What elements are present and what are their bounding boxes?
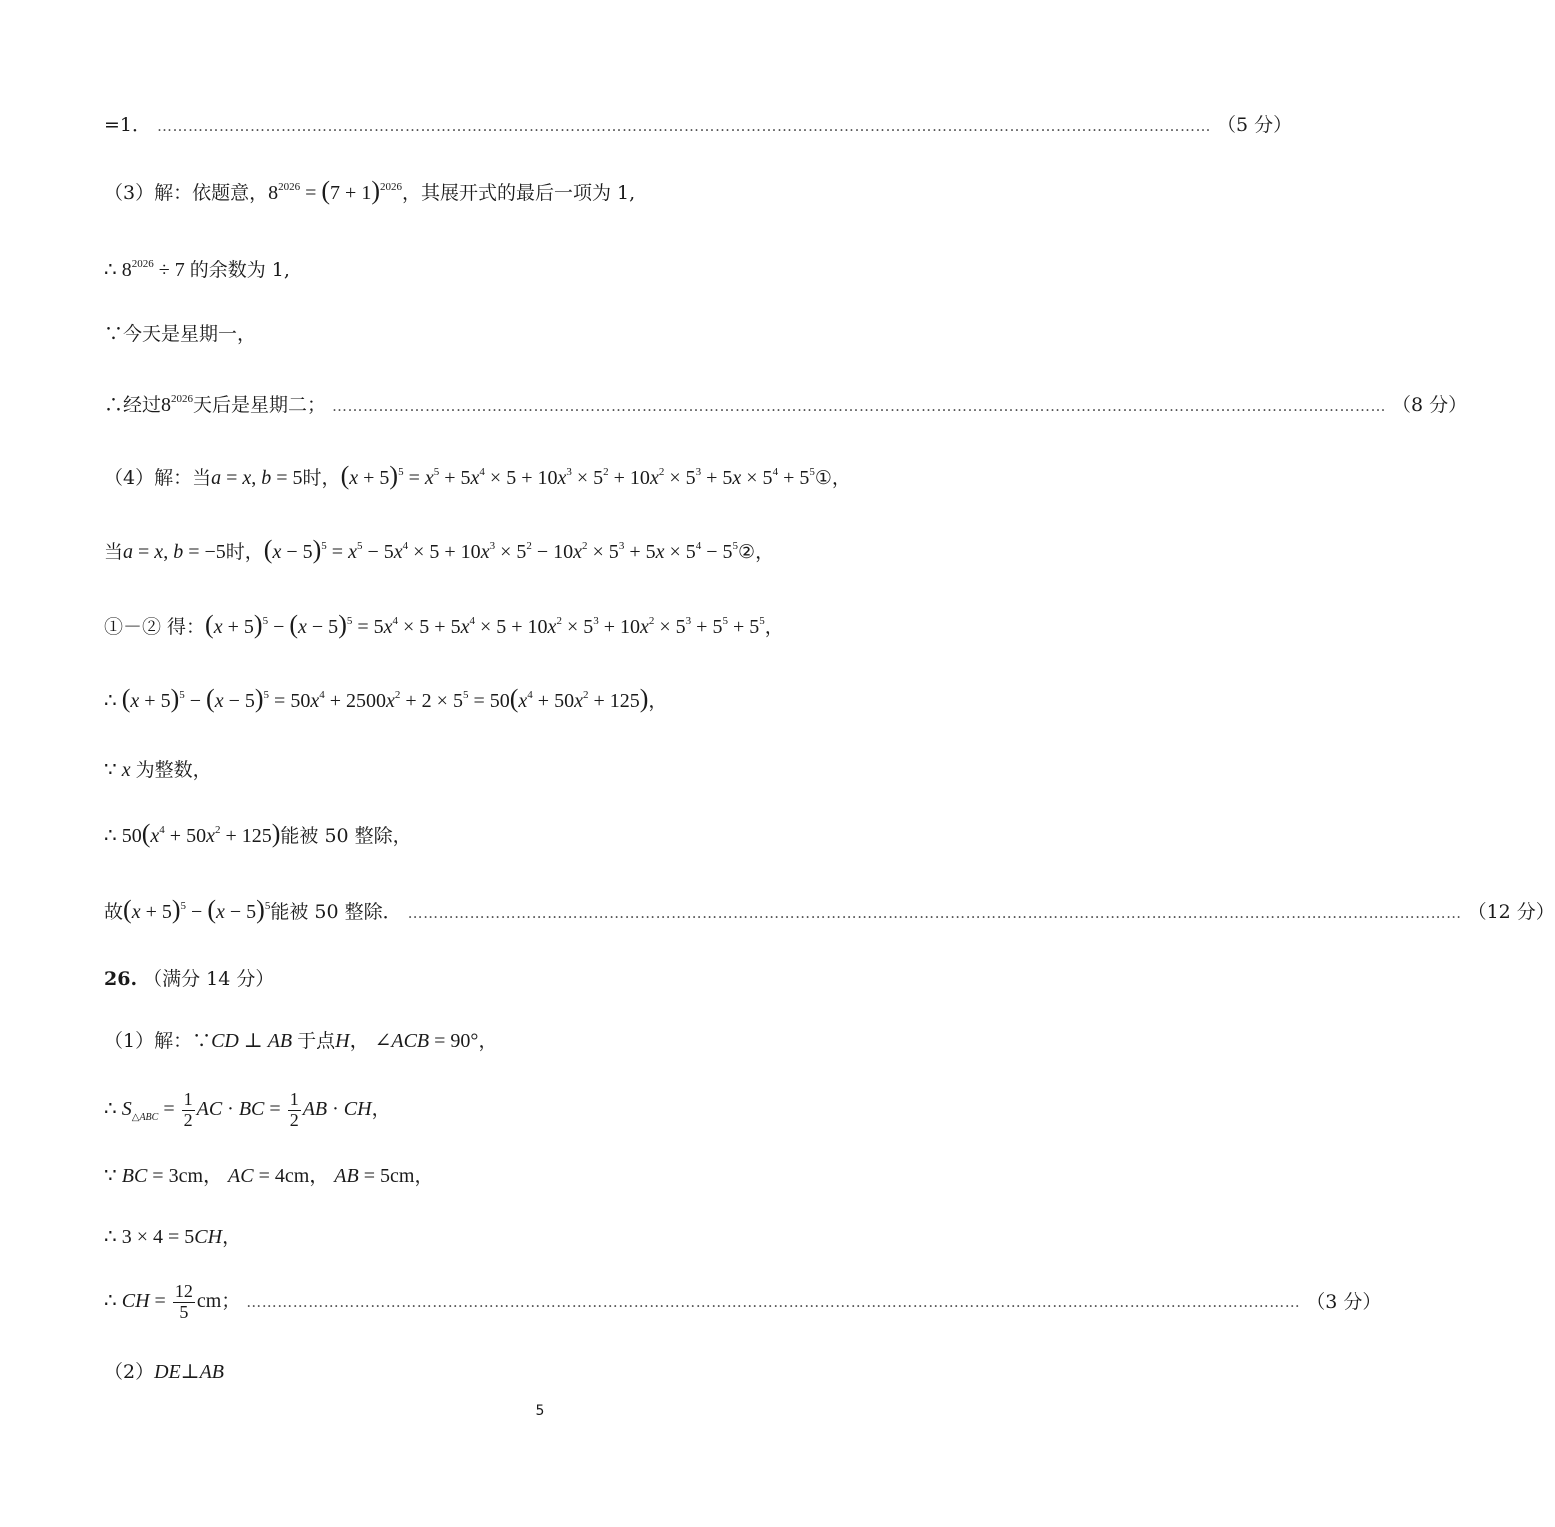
- weekday-suffix: 天后是星期二；: [193, 394, 327, 416]
- math-50-factor: ∴ $50(x^4 + 50x^2 + 125)$: [104, 819, 281, 848]
- score-5: （5 分）: [1217, 114, 1293, 136]
- dot-leader: ……………………………………………………………………………………………………………………………………………………………………………………: [246, 1292, 1301, 1311]
- math-expansion-minus: $(x - 5)^5 = x^5 - 5x^4 \times 5 + 10x^3 \times 5^2 - 10x^2 \times 5^3 + 5x \times 5^4 - 5^5$: [263, 535, 739, 564]
- math-ab-values-1: a = x, b = 5: [211, 467, 303, 489]
- line-result-1: [104, 114, 1293, 136]
- weekday-text: [104, 395, 326, 415]
- math-3x4-eq: ∴ 3 × 4 = 5CH: [104, 1226, 223, 1248]
- x-integer-text: 为整数，: [135, 759, 212, 781]
- math-side-lengths: ∵ BC = 3cm， AC = 4cm， AB = 5cm: [104, 1165, 415, 1187]
- conclusion-suffix: 能被 50 整除．: [270, 901, 402, 923]
- case2-prefix: 当: [104, 541, 124, 563]
- equation-end: ，: [222, 1226, 242, 1248]
- line-conclusion: [104, 895, 1555, 924]
- part3-suffix: ，其展开式的最后一项为 1,: [402, 182, 636, 204]
- ch-end: ；: [221, 1289, 241, 1312]
- simplify-end: ，: [648, 690, 668, 712]
- page-number: 5: [535, 1403, 545, 1419]
- math-simplified: ∴ $(x + 5)^5 - (x - 5)^5 = 50x^4 + 2500x^2 + 2 \times 5^5 = 50(x^4 + 50x^2 + 125)$: [104, 684, 649, 713]
- line-simplify: [104, 684, 668, 713]
- line-part2: [104, 1362, 224, 1382]
- math-expansion-plus: $(x + 5)^5 = x^5 + 5x^4 \times 5 + 10x^3 \times 5^2 + 10x^2 \times 5^3 + 5x \times 5^4 + 5^5$: [340, 461, 815, 490]
- line-q26-header: [104, 970, 274, 989]
- today-text: ∵今天是星期一，: [104, 323, 257, 345]
- math-difference: $(x + 5)^5 - (x - 5)^5 = 5x^4 \times 5 + 5x^4 \times 5 + 10x^2 \times 5^3 + 10x^2 \times 5^3 + 5^5 + 5^5$: [205, 610, 765, 639]
- conclusion-text: [104, 895, 402, 924]
- line-part4-expansion-2: [104, 535, 775, 564]
- question-number: 26.: [104, 968, 138, 990]
- result-text: =1．: [104, 114, 152, 136]
- part3-prefix: （3）解：依题意，: [104, 182, 269, 204]
- q26-prefix: （1）解：∵: [104, 1030, 212, 1052]
- part4-mid: 时，: [302, 467, 341, 489]
- line-divisible: [104, 819, 412, 848]
- line-remainder: [104, 260, 290, 280]
- line-part4-expansion-1: [104, 461, 851, 490]
- line-ch-result: [104, 1281, 1382, 1323]
- subtract-end: ，: [764, 616, 784, 638]
- line-today-monday: [104, 325, 256, 344]
- math-conclusion: $(x + 5)^5 - (x - 5)^5$: [123, 895, 271, 924]
- ch-result: [104, 1282, 240, 1323]
- mark-1: ①，: [814, 467, 851, 489]
- line-equation: [104, 1227, 241, 1247]
- remainder-text: 的余数为 1,: [189, 259, 290, 281]
- dot-leader: ……………………………………………………………………………………………………………………………………………………………………………………: [332, 397, 1387, 415]
- question-score: （满分 14 分）: [143, 968, 275, 990]
- score-3: （3 分）: [1306, 1290, 1382, 1313]
- lengths-end: ，: [414, 1165, 434, 1187]
- dot-leader: ……………………………………………………………………………………………………………………………………………………………………………………: [157, 117, 1212, 135]
- conclusion-prefix: 故: [104, 901, 124, 923]
- line-lengths: [104, 1166, 433, 1186]
- dot-leader: ……………………………………………………………………………………………………………………………………………………………………………………: [407, 904, 1462, 922]
- math-de-perp-ab: DE⊥AB: [154, 1361, 225, 1383]
- line-area: [104, 1090, 391, 1131]
- line-x-integer: [104, 760, 212, 780]
- score-8: （8 分）: [1392, 394, 1468, 416]
- weekday-prefix: ∴经过: [104, 394, 162, 416]
- math-cd-perp-ab: CD ⊥ AB: [211, 1030, 293, 1052]
- q26-end: ，: [478, 1030, 498, 1052]
- math-area-formula: ∴ $S_{\triangle ABC}$ = $\frac{1}{2}$ AC · BC = $\frac{1}{2}$ AB · CH: [104, 1089, 372, 1130]
- math-h-angle: H， ∠ACB = 90°: [335, 1030, 479, 1052]
- subtract-prefix: ①－② 得：: [104, 616, 206, 638]
- divisible-text: 能被 50 整除，: [280, 825, 412, 847]
- math-8-pow-2026: $8^{2026}$: [161, 393, 194, 416]
- math-x: ∵ x: [104, 759, 131, 781]
- mark-2: ②，: [738, 541, 775, 563]
- q26-mid: 于点: [297, 1030, 336, 1052]
- part4-prefix: （4）解：当: [104, 467, 212, 489]
- math-ab-values-2: a = x, b = −5: [123, 541, 226, 563]
- line-part3-intro: [104, 176, 636, 205]
- math-remainder: ∴ $8^{2026} \div 7$: [104, 258, 190, 281]
- case2-mid: 时，: [225, 541, 264, 563]
- math-8-pow-2026-expansion: $8^{2026} = (7 + 1)^{2026}$: [268, 176, 402, 205]
- score-12: （12 分）: [1467, 901, 1555, 923]
- line-q26-part1: [104, 1031, 497, 1051]
- part2-prefix: （2）: [104, 1361, 155, 1383]
- math-ch-value: ∴ CH = $\frac{12}{5}$ cm: [104, 1281, 222, 1322]
- line-subtract: [104, 610, 784, 639]
- area-end: ，: [371, 1097, 391, 1120]
- line-weekday-result: [104, 393, 1468, 416]
